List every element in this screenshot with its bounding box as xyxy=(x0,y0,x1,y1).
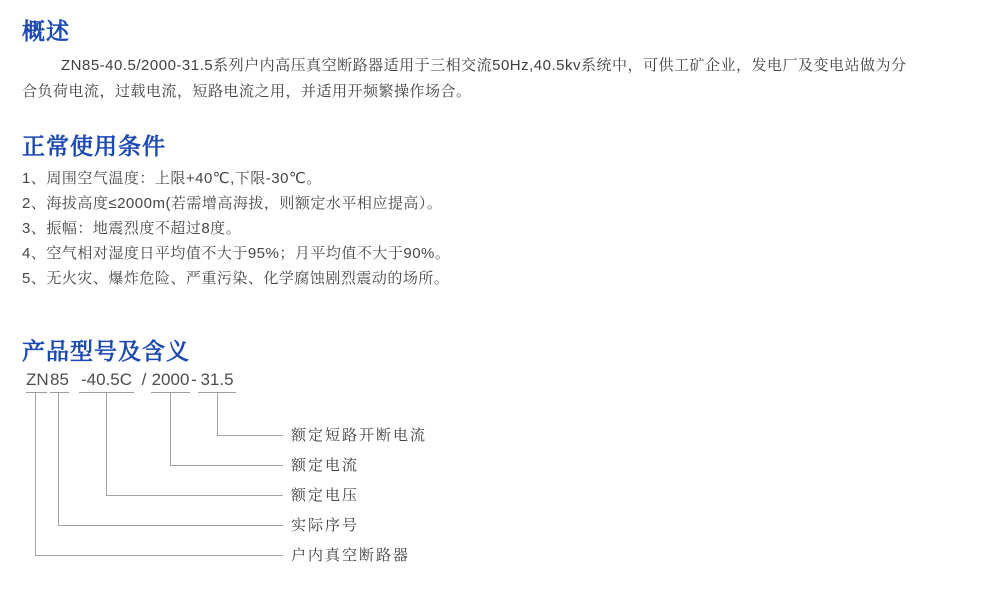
model-code-serial: 85 xyxy=(50,370,69,393)
overview-paragraph-line1: ZN85-40.5/2000-31.5系列户内高压真空断路器适用于三相交流50Hz,40.5kv系统中，可供工矿企业，发电厂及变电站做为分 xyxy=(61,57,907,74)
overview-paragraph-line2: 合负荷电流，过载电流，短路电流之用，并适用开频繁操作场合。 xyxy=(22,83,472,100)
condition-item-1: 1、周围空气温度：上限+40℃,下限-30℃。 xyxy=(22,170,322,187)
label-rated-current: 额定电流 xyxy=(291,457,360,474)
label-serial-number: 实际序号 xyxy=(291,517,360,534)
label-rated-breaking-current: 额定短路开断电流 xyxy=(291,427,428,444)
model-code-prefix: ZN xyxy=(26,370,47,393)
conditions-list xyxy=(22,166,937,291)
condition-item-3: 3、振幅：地震烈度不超过8度。 xyxy=(22,220,242,237)
model-code-diagram xyxy=(0,370,1000,585)
condition-item-4: 4、空气相对湿度日平均值不大于95%；月平均值不大于90%。 xyxy=(22,245,451,262)
label-rated-voltage: 额定电压 xyxy=(291,487,360,504)
connector-line-breaker-type xyxy=(35,393,283,556)
overview-heading: 概述 xyxy=(22,18,70,44)
conditions-heading: 正常使用条件 xyxy=(22,133,166,159)
condition-item-2: 2、海拔高度≤2000m(若需增高海拔，则额定水平相应提高）。 xyxy=(22,195,443,212)
model-code-breaking: 31.5 xyxy=(198,370,236,393)
model-code-current: 2000 xyxy=(151,370,190,393)
overview-paragraph xyxy=(22,53,937,105)
model-code-voltage: -40.5C xyxy=(79,370,134,393)
condition-item-5: 5、无火灾、爆炸危险、严重污染、化学腐蚀剧烈震动的场所。 xyxy=(22,270,450,287)
model-code-dash: - xyxy=(191,370,197,389)
model-code-slash: / xyxy=(141,370,147,389)
model-heading: 产品型号及含义 xyxy=(22,338,190,364)
label-indoor-vacuum-breaker: 户内真空断路器 xyxy=(291,547,411,564)
